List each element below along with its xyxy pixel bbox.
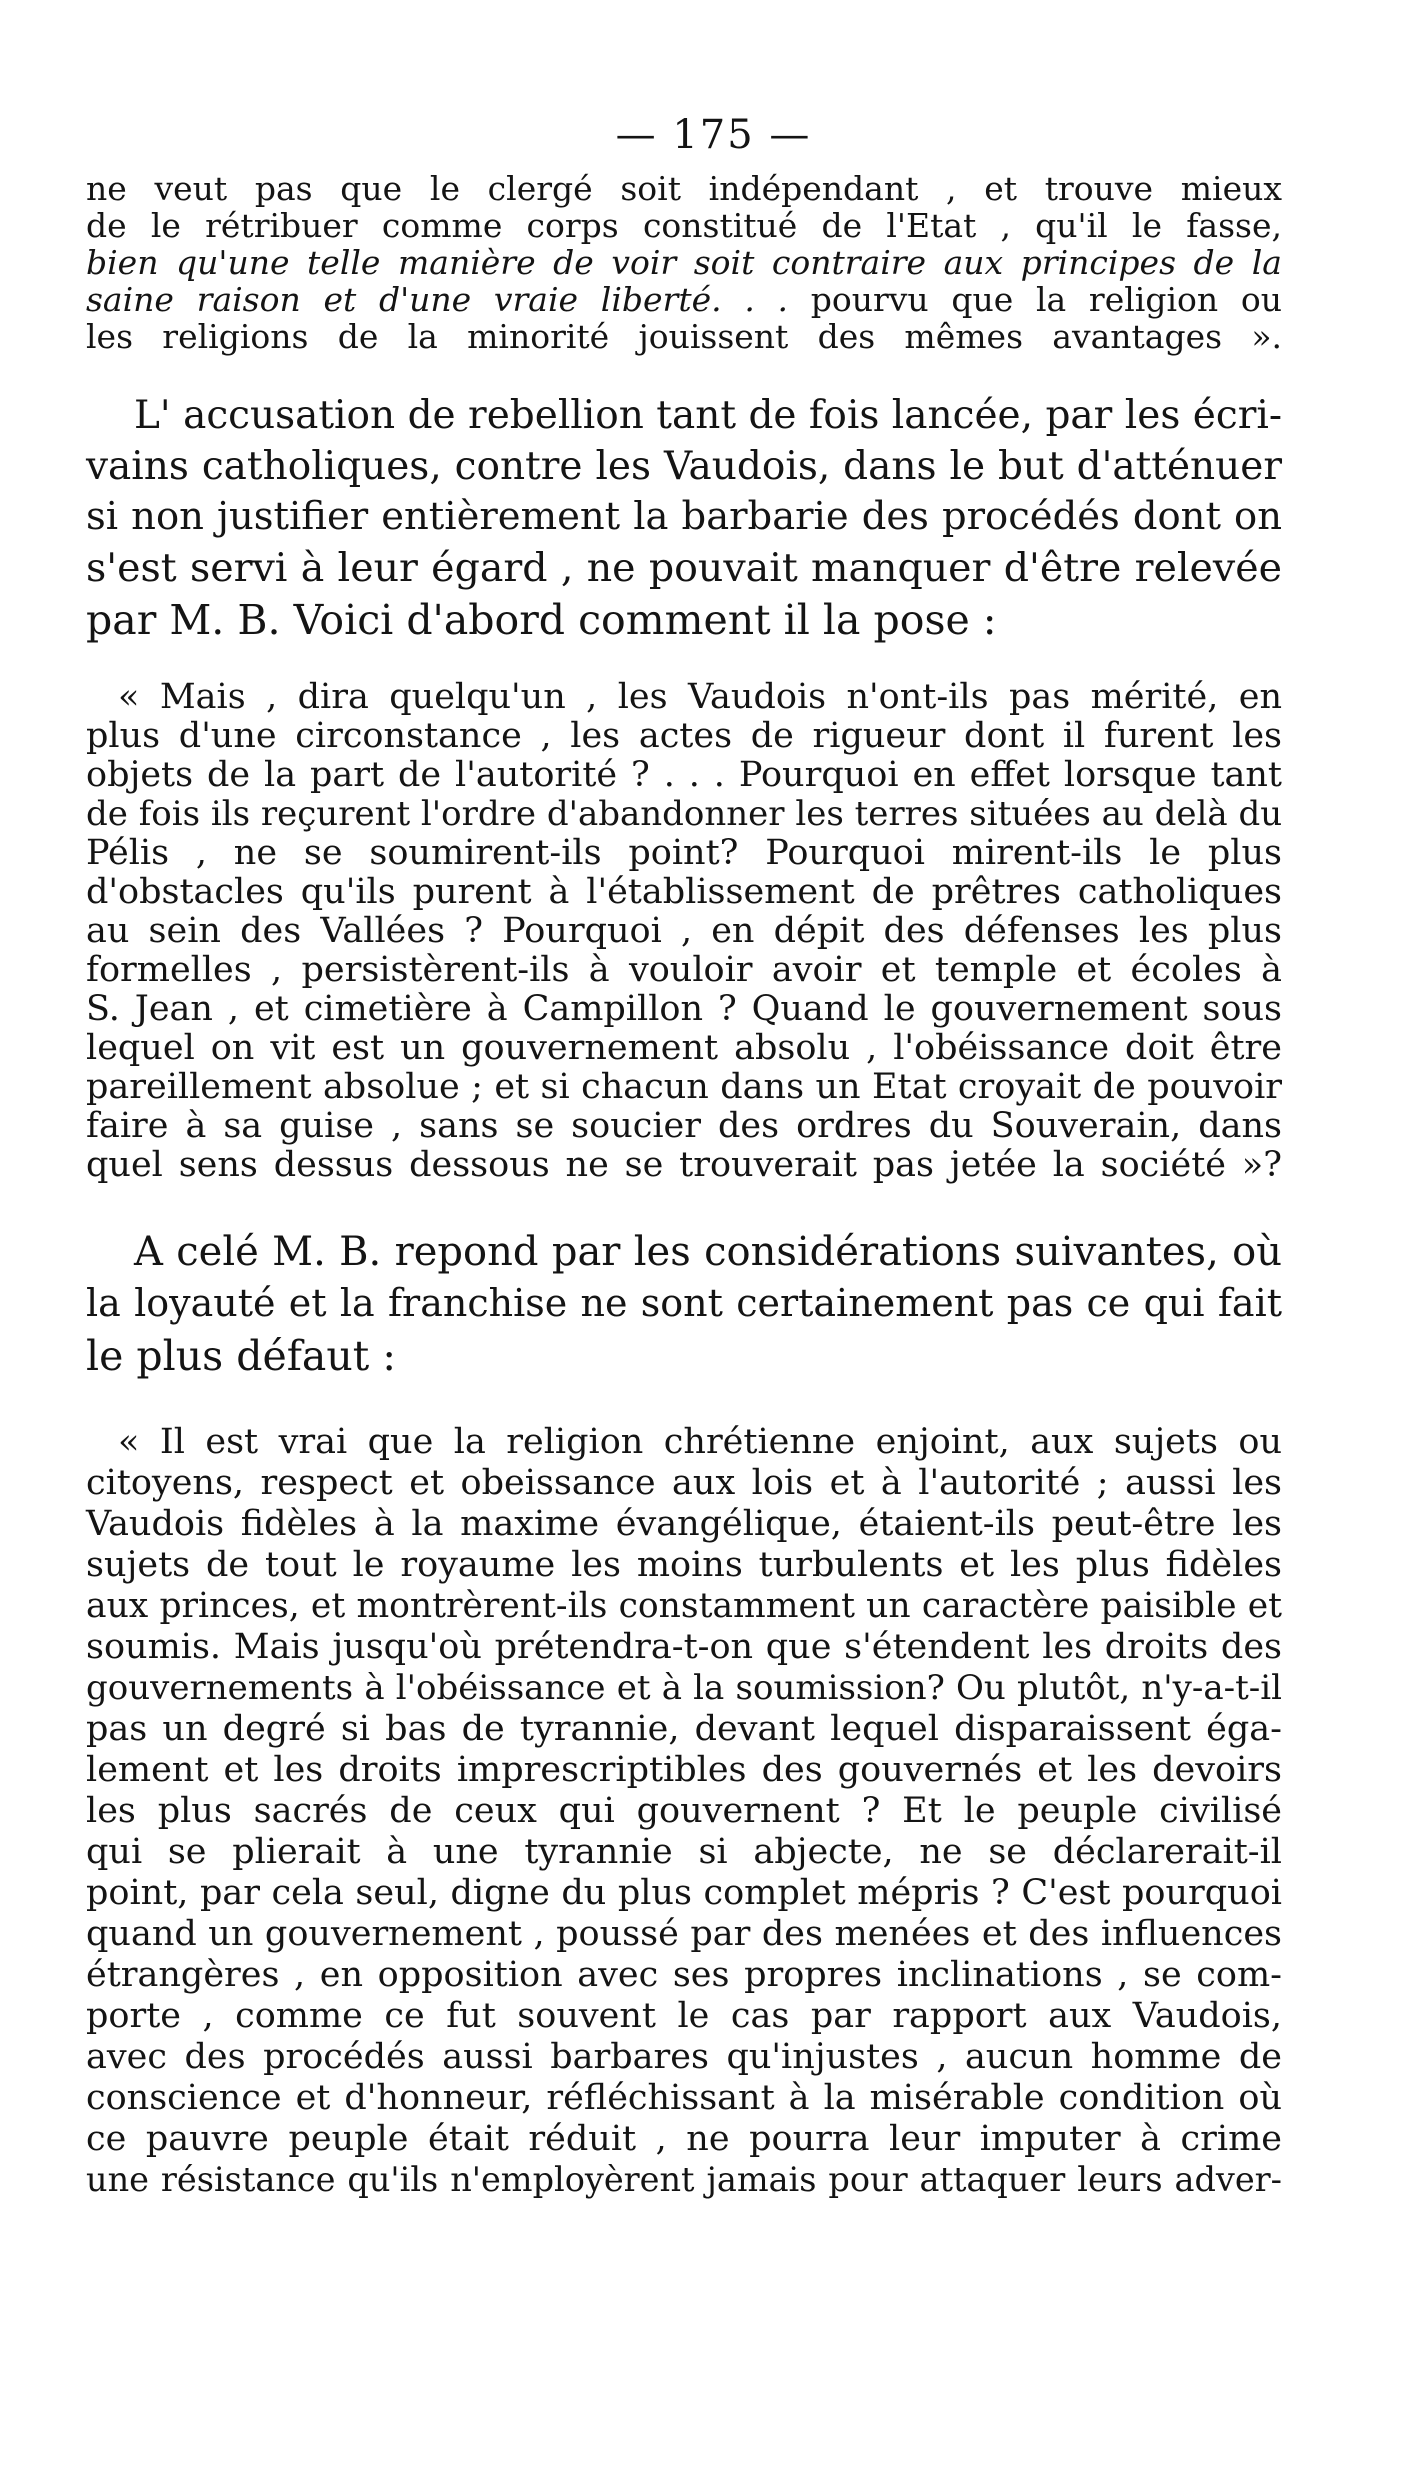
text-line: objets de la part de l'autorité ? . . . Pourquoi en effet lorsque tant (86, 755, 1282, 795)
text-line: étrangères , en opposition avec ses propres inclinations , se com- (86, 1955, 1282, 1995)
text-line: si non justifier entièrement la barbarie des procédés dont on (86, 494, 1282, 539)
text-line: faire à sa guise , sans se soucier des ordres du Souverain, dans (86, 1106, 1282, 1146)
text-line: s'est servi à leur égard , ne pouvait manquer d'être relevée (86, 545, 1282, 591)
text-line (86, 280, 1282, 319)
text-line: avec des procédés aussi barbares qu'injustes , aucun homme de (86, 2037, 1282, 2077)
text-line: soumis. Mais jusqu'où prétendra-t-on que s'étendent les droits des (86, 1627, 1282, 1667)
roman-run: pourvu que la religion ou (788, 280, 1282, 319)
text-line: au sein des Vallées ? Pourquoi , en dépit des défenses les plus (86, 911, 1282, 951)
text-line: les religions de la minorité jouissent des mêmes avantages ». (86, 317, 1282, 356)
text-line: Vaudois fidèles à la maxime évangélique, étaient-ils peut-être les (86, 1504, 1282, 1544)
text-line: ne veut pas que le clergé soit indépendant , et trouve mieux (86, 169, 1282, 208)
text-line: S. Jean , et cimetière à Campillon ? Quand le gouvernement sous (86, 989, 1282, 1029)
text-line: de fois ils reçurent l'ordre d'abandonner les terres situées au delà du (86, 794, 1283, 834)
text-line: point, par cela seul, digne du plus complet mépris ? C'est pourquoi (86, 1873, 1282, 1913)
text-line: conscience et d'honneur, réfléchissant à la misérable condition où (86, 2078, 1282, 2118)
text-line: lequel on vit est un gouvernement absolu , l'obéissance doit être (86, 1028, 1282, 1068)
text-line: ce pauvre peuple était réduit , ne pourra leur imputer à crime (86, 2119, 1282, 2159)
text-line: L' accusation de rebellion tant de fois lancée, par les écri- (134, 393, 1282, 438)
text-line: « Il est vrai que la religion chrétienne enjoint, aux sujets ou (118, 1422, 1282, 1462)
text-line: le plus défaut : (86, 1332, 397, 1380)
text-line: citoyens, respect et obeissance aux lois et à l'autorité ; aussi les (86, 1463, 1282, 1503)
text-line: bien qu'une telle manière de voir soit contraire aux principes de la (86, 243, 1282, 282)
text-line: formelles , persistèrent-ils à vouloir avoir et temple et écoles à (86, 950, 1282, 990)
text-line: les plus sacrés de ceux qui gouvernent ? Et le peuple civilisé (86, 1791, 1282, 1831)
text-line: par M. B. Voici d'abord comment il la pose : (86, 596, 997, 644)
text-line: porte , comme ce fut souvent le cas par rapport aux Vaudois, (86, 1996, 1282, 2036)
text-line: A celé M. B. repond par les considérations suivantes, où (134, 1229, 1282, 1275)
text-line: gouvernements à l'obéissance et à la soumission? Ou plutôt, n'y-a-t-il (86, 1668, 1282, 1708)
text-line: lement et les droits imprescriptibles des gouvernés et les devoirs (86, 1750, 1282, 1790)
italic-run: saine raison et d'une vraie liberté. . . (86, 280, 789, 319)
page-number: — 175 — (615, 112, 812, 158)
text-line: pareillement absolue ; et si chacun dans un Etat croyait de pouvoir (86, 1067, 1282, 1107)
text-line: vains catholiques, contre les Vaudois, dans le but d'atténuer (86, 444, 1282, 489)
text-line: une résistance qu'ils n'employèrent jamais pour attaquer leurs adver- (86, 2160, 1282, 2199)
text-line: la loyauté et la franchise ne sont certainement pas ce qui fait (86, 1281, 1282, 1325)
text-line: pas un degré si bas de tyrannie, devant lequel disparaissent éga- (86, 1709, 1282, 1749)
text-line: de le rétribuer comme corps constitué de l'Etat , qu'il le fasse, (86, 206, 1282, 245)
text-line: quel sens dessus dessous ne se trouverait pas jetée la société »? (86, 1145, 1282, 1185)
text-line: aux princes, et montrèrent-ils constamment un caractère paisible et (86, 1586, 1282, 1626)
text-line: Pélis , ne se soumirent-ils point? Pourquoi mirent-ils le plus (86, 833, 1282, 873)
text-line: sujets de tout le royaume les moins turbulents et les plus fidèles (86, 1545, 1282, 1585)
text-line: quand un gouvernement , poussé par des menées et des influences (86, 1914, 1282, 1954)
text-line: qui se plierait à une tyrannie si abjecte, ne se déclarerait-il (86, 1832, 1282, 1872)
text-line: « Mais , dira quelqu'un , les Vaudois n'ont-ils pas mérité, en (118, 677, 1282, 717)
text-line: d'obstacles qu'ils purent à l'établissement de prêtres catholiques (86, 872, 1282, 912)
text-line: plus d'une circonstance , les actes de rigueur dont il furent les (86, 716, 1282, 756)
